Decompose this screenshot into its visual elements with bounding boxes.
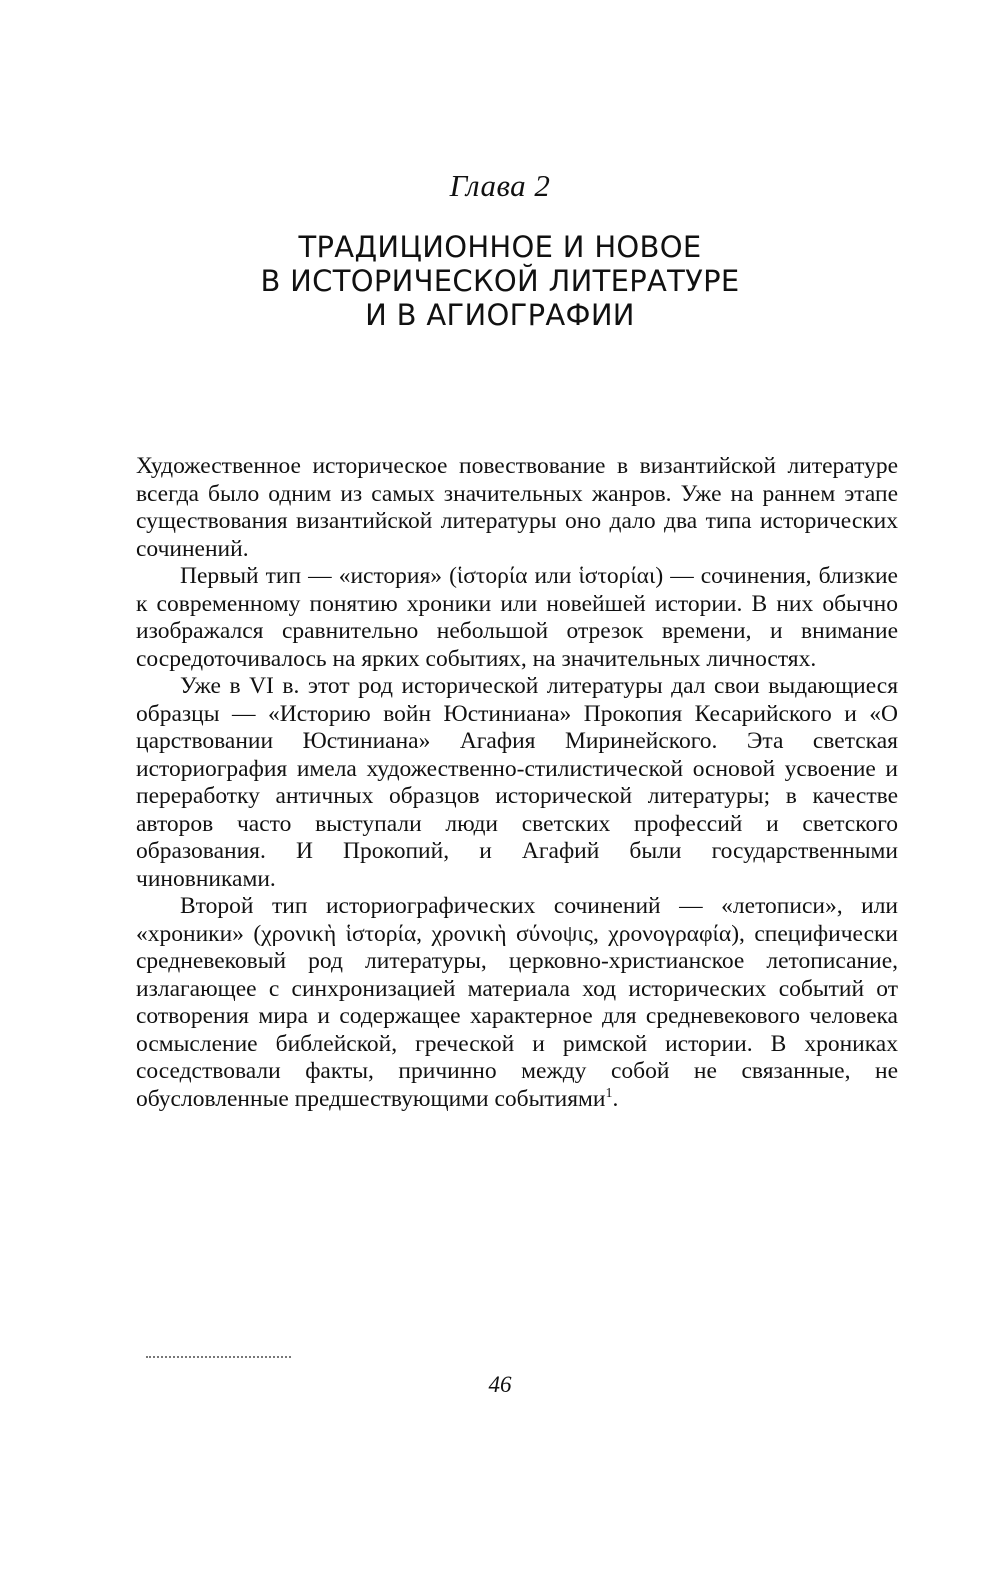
page-number: 46 bbox=[488, 1372, 512, 1397]
footnote-separator bbox=[146, 1356, 291, 1358]
footnote-mark: 1 bbox=[605, 1085, 613, 1101]
chapter-title-line-2: В ИСТОРИЧЕСКОЙ ЛИТЕРАТУРЕ bbox=[260, 264, 740, 298]
paragraph-4-text: Второй тип историографических сочинений — «летописи», или «хроники» (χρονικὴ ἱστορία, χρονικὴ σύνοψις, χρονογραφία), специфически средневековый род литературы, церковно-христианское летописание, излагающее с синхронизацией материала ход исторических событий от сотворения мира и содержащее характерное для средневекового человека осмысление библейской, греческой и римской истории. В хрониках соседствовали факты, причинно между собой не связанные, не обусловленные предшествующими событиями bbox=[136, 893, 898, 1112]
body-text bbox=[136, 453, 898, 1113]
chapter-title bbox=[0, 230, 1000, 332]
chapter-label: Глава 2 bbox=[449, 168, 551, 203]
paragraph-1: Художественное историческое повествование в византийской литературе всегда было одним из самых значительных жанров. Уже на раннем этапе существования византийской литературы оно дало два типа исторических сочинений. bbox=[136, 453, 898, 562]
paragraph-2: Первый тип — «история» (ἱστορία или ἱστορίαι) — сочинения, близкие к современному понятию хроники или новейшей истории. В них обычно изображался сравнительно небольшой отрезок времени, и внимание сосредоточивалось на ярких событиях, на значительных личностях. bbox=[136, 563, 898, 672]
chapter-title-line-1: ТРАДИЦИОННОЕ И НОВОЕ bbox=[298, 230, 702, 264]
paragraph-4 bbox=[136, 893, 898, 1113]
paragraph-4-tail: . bbox=[612, 1085, 619, 1112]
paragraph-3: Уже в VI в. этот род исторической литературы дал свои выдающиеся образцы — «Историю войн Юстиниана» Прокопия Кесарийского и «О царствовании Юстиниана» Агафия Миринейского. Эта светская историография имела художественно-стилистической основой усвоение и переработку античных образцов исторической литературы; в качестве авторов часто выступали люди светских профессий и светского образования. И Прокопий, и Агафий были государственными чиновниками. bbox=[136, 673, 898, 892]
chapter-title-line-3: И В АГИОГРАФИИ bbox=[365, 298, 635, 332]
